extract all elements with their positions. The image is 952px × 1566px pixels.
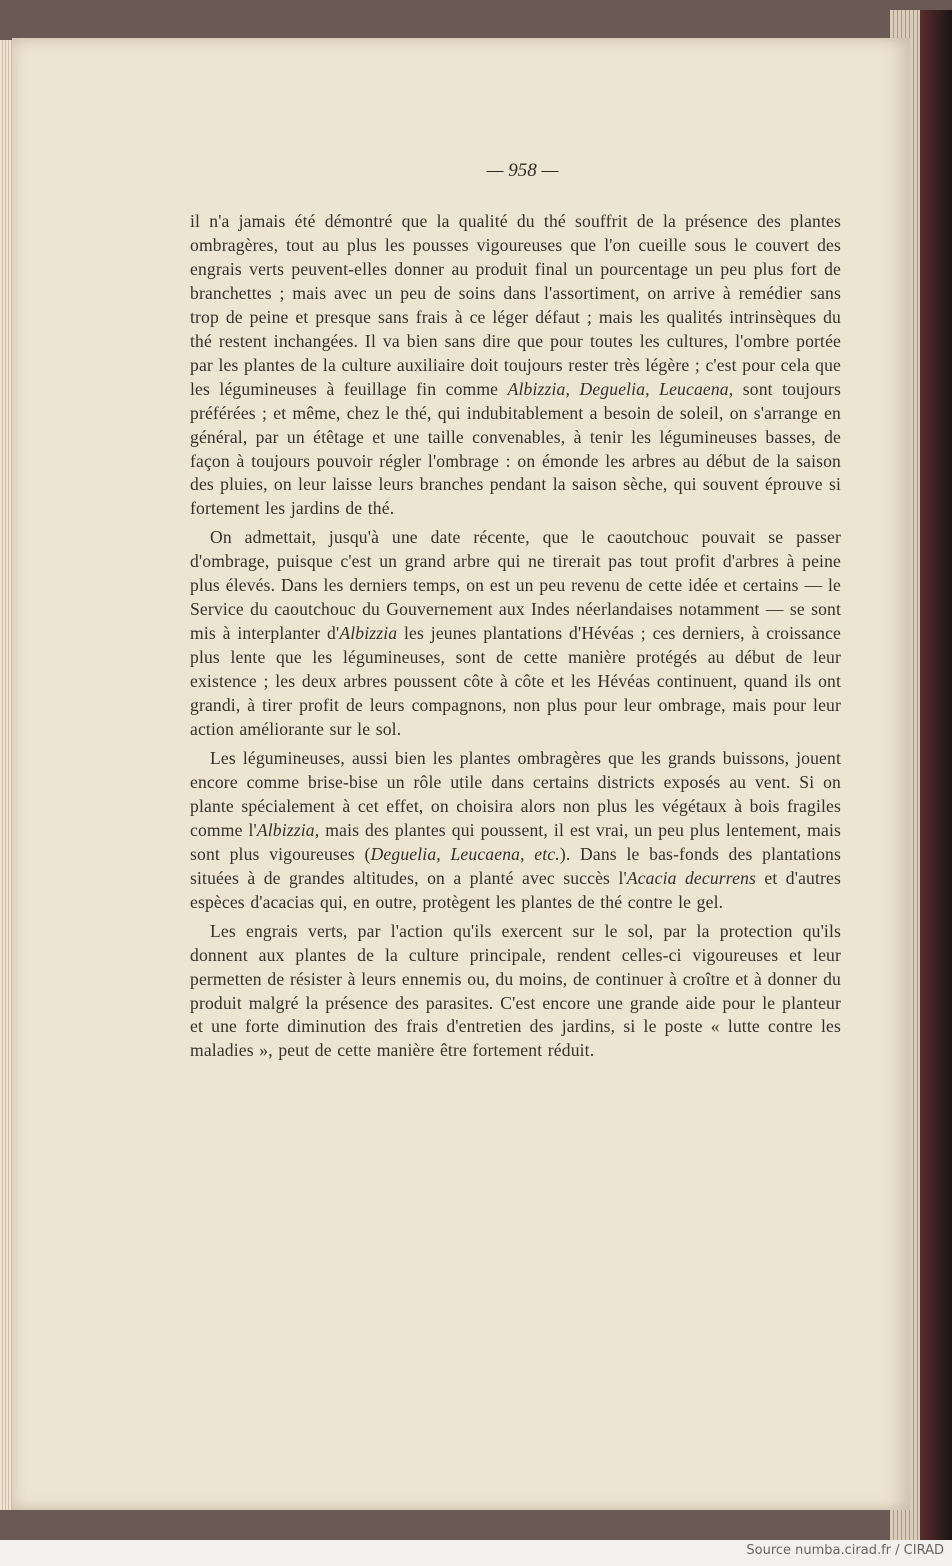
- body-text: sont toujours préférées ; et même, chez le thé, qui indubitablement a besoin de soleil, on s'arrange en général, par un étêtage et une taille convenables, à tenir les légumineuses basses, de façon à toujours pouvoir régler l'ombrage : on émonde les arbres au début de la saison des pluies, on leur laisse leurs branches pendant la saison sèche, qui souvent éprouve si fortement les jardins de thé.: [190, 378, 841, 519]
- italic-text: Deguelia, Leucaena, etc.: [370, 843, 560, 864]
- italic-text: Albizzia: [339, 623, 398, 644]
- body-text: il n'a jamais été démontré que la qualité du thé souffrit de la présence des plantes ombragères, tout au plus les pousses vigoureuses que l'on cueille sous le couvert des engrais verts peuvent-elles donner au produit final un pourcentage un peu plus fort de branchettes ; mais avec un peu de soins dans l'assortiment, on arrive à remédier sans trop de peine et presque sans frais à ce léger défaut ; mais les qualités intrinsèques du thé restent inchangées. Il va bien sans dire que pour toutes les cultures, l'ombre portée par les plantes de la culture auxiliaire doit toujours rester très légère ; c'est pour cela que les légumineuses à feuillage fin comme: [190, 211, 841, 399]
- body-text: Les légumineuses, aussi bien les plantes ombragères que les grands buissons, jouent encore comme brise-bise un rôle utile dans certains districts exposés au vent. Si on plante spécialement à cet effet, on choisira alors non plus les végétaux à bois fragiles comme l': [190, 747, 841, 840]
- paragraph: [190, 526, 841, 742]
- italic-text: Acacia decurrens: [626, 867, 757, 888]
- source-credit: Source numba.cirad.fr / CIRAD: [746, 1543, 944, 1558]
- paragraph: [190, 920, 841, 1064]
- body-text: Les engrais verts, par l'action qu'ils exercent sur le sol, par la protection qu'ils donnent aux plantes de la culture principale, rendent celles-ci vigoureuses et leur permetten de résister à leurs ennemis ou, du moins, de continuer à croître et à donner du produit malgré la présence des parasites. C'est encore une grande aide pour le planteur et une forte diminution des frais d'entretien des jardins, si le poste « lutte contre les maladies », peut de cette manière être fortement réduit.: [190, 920, 841, 1061]
- body-text: et d'autres espèces d'acacias qui, en outre, protègent les plantes de thé contre le gel.: [190, 867, 841, 912]
- body-text: On admettait, jusqu'à une date récente, que le caoutchouc pouvait se passer d'ombrage, puisque c'est un grand arbre qui ne tirerait pas tout profit d'arbres à peine plus élevés. Dans les derniers temps, on est un peu revenu de cette idée et certains — le Service du caoutchouc du Gouvernement aux Indes néerlandaises notamment — se sont mis à interplanter d': [190, 527, 841, 644]
- body-text: ). Dans le bas-fonds des plantations situées à de grandes altitudes, on a planté avec succès l': [190, 843, 841, 888]
- body-text: mais des plantes qui poussent, il est vrai, un peu plus lentement, mais sont plus vigoureuses (: [190, 819, 841, 864]
- paragraph: [190, 747, 841, 915]
- paragraph: [190, 210, 841, 521]
- page-number: — 958 —: [486, 160, 559, 181]
- italic-text: Albizzia, Deguelia, Leucaena,: [507, 378, 734, 399]
- italic-text: Albizzia,: [256, 819, 320, 840]
- body-text: les jeunes plantations d'Hévéas ; ces derniers, à croissance plus lente que les légumineuses, sont de cette manière protégés au début de leur existence ; les deux arbres poussent côte à côte et les Hévéas continuent, quand ils ont grandi, à tirer profit de leurs compagnons, non plus pour leur ombrage, mais pour leur action améliorante sur le sol.: [190, 623, 841, 740]
- text-body: [190, 210, 841, 1063]
- book-cover-edge: [920, 10, 952, 1540]
